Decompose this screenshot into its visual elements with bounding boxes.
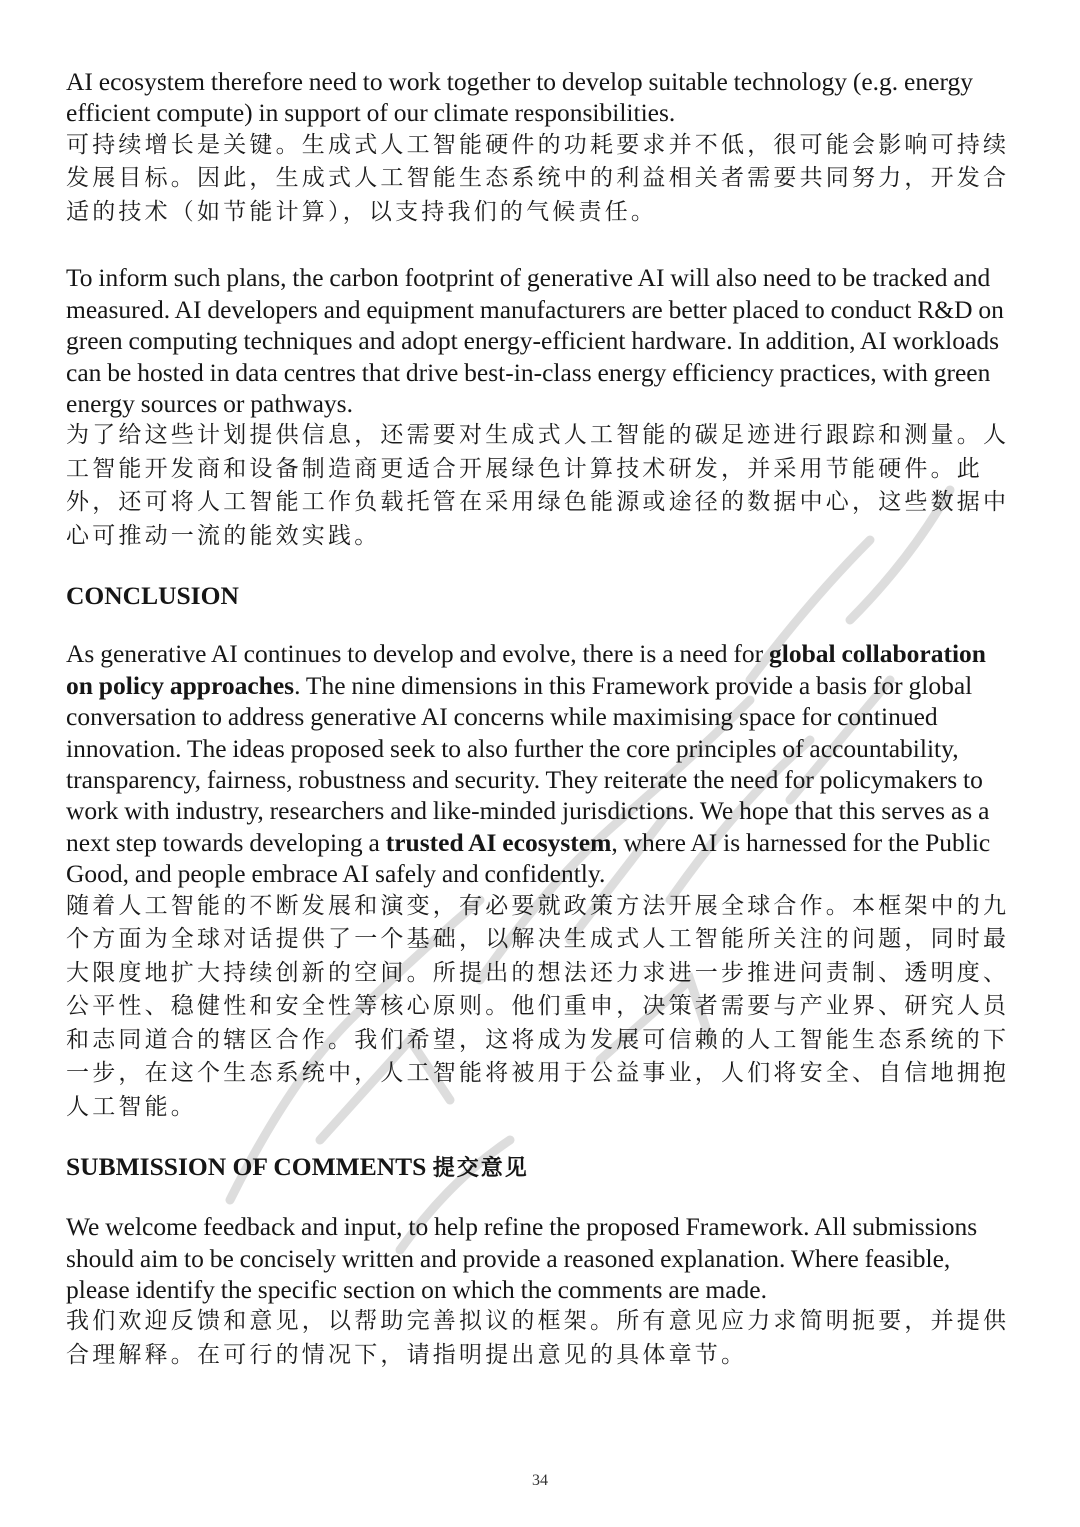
section-heading-conclusion: CONCLUSION	[66, 581, 239, 611]
text-span: As generative AI continues to develop and evolve, there is a need for	[66, 639, 770, 669]
text-span: . The nine dimensions in this Framework provide a basis for global conversation to address generative AI concerns while maximising space for continued innovation. The ideas proposed seek to also further the core principles of accountability, transparency, fairness, robustness and security. They reiterate the need for policymakers to work with industry, researchers and like-minded jurisdictions. We hope that this serves as a next step towards developing a	[66, 670, 990, 857]
heading-english: SUBMISSION OF COMMENTS	[66, 1152, 427, 1182]
paragraph-english: AI ecosystem therefore need to work together to develop suitable technology (e.g. energy efficient compute) in support of our climate responsibilities.	[66, 67, 973, 128]
text-span: , where AI is harnessed for the Public Good, and people embrace AI safely and confidently.	[66, 827, 991, 889]
page-number: 34	[532, 1472, 548, 1489]
paragraph-chinese: 随着人工智能的不断发展和演变，有必要就政策方法开展全球合作。本框架中的九个方面为全球对话提供了一个基础，以解决生成式人工智能所关注的问题，同时最大限度地扩大持续创新的空间。所提出的想法还力求进一步推进问责制、透明度、公平性、稳健性和安全性等核心原则。他们重申，决策者需要与产业界、研究人员和志同道合的辖区合作。我们希望，这将成为发展可信赖的人工智能生态系统的下一步，在这个生态系统中，人工智能将被用于公益事业，人们将安全、自信地拥抱人工智能。	[66, 892, 1010, 1120]
paragraph-chinese: 我们欢迎反馈和意见，以帮助完善拟议的框架。所有意见应力求简明扼要，并提供合理解释。在可行的情况下，请指明提出意见的具体章节。	[66, 1308, 1010, 1368]
paragraph-chinese: 为了给这些计划提供信息，还需要对生成式人工智能的碳足迹进行跟踪和测量。人工智能开发商和设备制造商更适合开展绿色计算技术研发，并采用节能硬件。此外，还可将人工智能工作负载托管在采用绿色能源或途径的数据中心，这些数据中心可推动一流的能效实践。	[66, 422, 1010, 549]
bold-phrase: trusted AI ecosystem	[385, 827, 612, 857]
paragraph-chinese: 可持续增长是关键。生成式人工智能硬件的功耗要求并不低，很可能会影响可持续发展目标。因此，生成式人工智能生态系统中的利益相关者需要共同努力，开发合适的技术（如节能计算），以支持我们的气候责任。	[66, 131, 1010, 225]
page-content	[66, 66, 1016, 1372]
section-heading-submission	[66, 1151, 1016, 1184]
paragraph-english-conclusion	[66, 638, 1016, 889]
paragraph-english: We welcome feedback and input, to help refine the proposed Framework. All submissions should aim to be concisely written and provide a reasoned explanation. Where feasible, please identify the specific section on which the comments are made.	[66, 1212, 978, 1304]
heading-chinese: 提交意见	[432, 1156, 529, 1182]
paragraph-english: To inform such plans, the carbon footprint of generative AI will also need to be tracked and measured. AI developers and equipment manufacturers are better placed to conduct R&D on green computing techniques and adopt energy-efficient hardware. In addition, AI workloads can be hosted in data centres that drive best-in-class energy efficiency practices, with green energy sources or pathways.	[66, 263, 1004, 418]
bold-phrase: global collaboration on policy approaches	[66, 639, 986, 700]
